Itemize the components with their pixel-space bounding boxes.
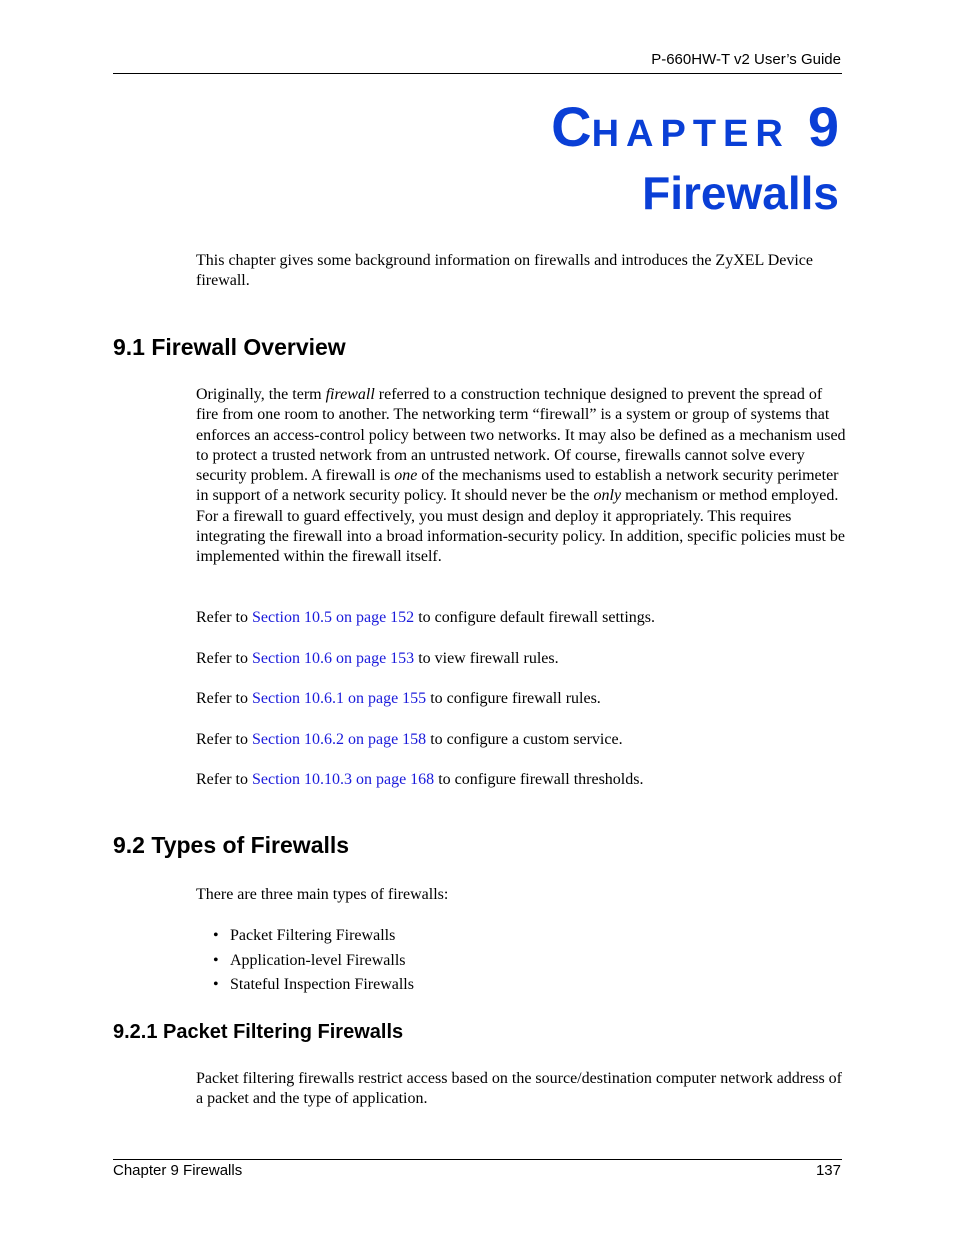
bullet-marker: • <box>213 927 219 944</box>
chapter-label-initial: C <box>551 95 592 158</box>
bullet-marker: • <box>213 951 219 969</box>
overview-paragraph: Originally, the term firewall referred to a construction technique designed to prevent the spread of fire from one room to another. The networking term “firewall” is a system or group of systems that enforces an access-control policy between two networks. It may also be defined as a mechanism used to protect a trusted network from an untrusted network. Of course, firewalls cannot solve every security problem. A firewall is one of the mechanisms used to establish a network security perimeter in support of a network security policy. It should never be the only mechanism or method employed. For a firewall to guard effectively, you must design and deploy it appropriately. This requires integrating the firewall into a broad information-security policy. In addition, specific policies must be implemented within the firewall itself. <box>196 386 846 566</box>
section-link[interactable]: Section 10.10.3 on page 168 <box>251 771 435 788</box>
chapter-number: 9 <box>807 95 839 158</box>
list-item: • Stateful Inspection Firewalls <box>213 976 414 993</box>
intro-paragraph: This chapter gives some background information on firewalls and introduces the ZyXEL Device firewall. <box>196 252 813 290</box>
reference-line: Refer to Section 10.6 on page 153 to view firewall rules. <box>196 650 559 667</box>
types-intro: There are three main types of firewalls: <box>196 886 449 903</box>
bullet-marker: • <box>213 976 219 993</box>
section-link[interactable]: Section 10.6.2 on page 158 <box>251 731 427 748</box>
reference-line: Refer to Section 10.6.2 on page 158 to configure a custom service. <box>196 731 623 748</box>
chapter-label <box>551 94 839 159</box>
chapter-title: Firewalls <box>642 167 839 219</box>
list-item: • Packet Filtering Firewalls <box>213 927 396 944</box>
running-header: P-660HW-T v2 User’s Guide <box>651 51 841 68</box>
section-heading-9-2-1: 9.2.1 Packet Filtering Firewalls <box>113 1021 404 1043</box>
footer-chapter: Chapter 9 Firewalls <box>113 1162 243 1179</box>
packet-filtering-paragraph: Packet filtering firewalls restrict access based on the source/destination computer network address of a packet and the type of application. <box>196 1070 842 1108</box>
section-link[interactable]: Section 10.6 on page 153 <box>251 650 415 667</box>
bullet-list <box>213 926 414 1000</box>
section-link[interactable]: Section 10.6.1 on page 155 <box>251 690 427 707</box>
header-rule <box>113 73 842 74</box>
footer-rule <box>113 1159 842 1160</box>
reference-line: Refer to Section 10.10.3 on page 168 to configure firewall thresholds. <box>196 771 644 788</box>
section-heading-9-1: 9.1 Firewall Overview <box>113 334 346 360</box>
list-item: • Application-level Firewalls <box>213 951 406 969</box>
chapter-label-rest: HAPTER <box>591 113 790 155</box>
reference-line: Refer to Section 10.6.1 on page 155 to configure firewall rules. <box>196 690 601 707</box>
section-heading-9-2: 9.2 Types of Firewalls <box>113 832 350 858</box>
page-number: 137 <box>815 1162 841 1179</box>
section-link[interactable]: Section 10.5 on page 152 <box>251 609 415 626</box>
reference-line: Refer to Section 10.5 on page 152 to configure default firewall settings. <box>196 609 655 626</box>
